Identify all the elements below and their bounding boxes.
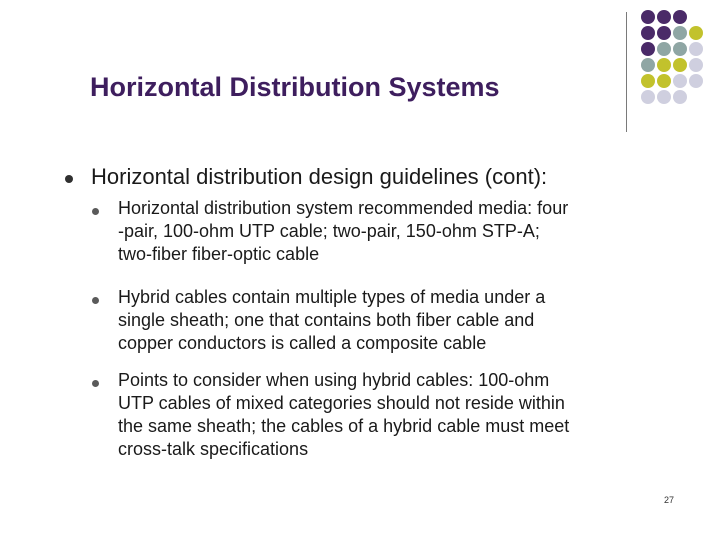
decorative-dot bbox=[673, 10, 687, 24]
sub-bullet-line: cross-talk specifications bbox=[118, 439, 309, 459]
decorative-dot bbox=[673, 26, 687, 40]
decorative-dot bbox=[641, 90, 655, 104]
sub-bullet-line: two-fiber fiber-optic cable bbox=[118, 244, 320, 264]
slide-title: Horizontal Distribution Systems bbox=[90, 72, 500, 102]
sub-bullet-line: the same sheath; the cables of a hybrid cable must meet bbox=[118, 416, 570, 436]
decorative-dot bbox=[673, 90, 687, 104]
decorative-dot bbox=[673, 42, 687, 56]
decorative-dot bbox=[657, 58, 671, 72]
decorative-dot bbox=[689, 42, 703, 56]
sub-bullet-2 bbox=[118, 286, 545, 355]
sub-bullet-marker bbox=[92, 380, 99, 387]
sub-bullet-line: -pair, 100-ohm UTP cable; two-pair, 150-ohm STP-A; bbox=[118, 221, 540, 241]
sub-bullet-line: UTP cables of mixed categories should not reside within bbox=[118, 393, 565, 413]
sub-bullet-line: Points to consider when using hybrid cables: 100-ohm bbox=[118, 370, 550, 390]
decorative-dot bbox=[657, 26, 671, 40]
sub-bullet-line: Hybrid cables contain multiple types of media under a bbox=[118, 287, 546, 307]
decorative-dot bbox=[657, 74, 671, 88]
decorative-dot bbox=[641, 26, 655, 40]
decorative-dot bbox=[673, 74, 687, 88]
sub-bullet-line: Horizontal distribution system recommended media: four bbox=[118, 198, 569, 218]
sub-bullet-marker bbox=[92, 297, 99, 304]
page-number: 27 bbox=[664, 495, 675, 505]
decorative-dot bbox=[641, 74, 655, 88]
main-bullet-text: Horizontal distribution design guidelines (cont): bbox=[91, 164, 548, 189]
decorative-dot bbox=[689, 74, 703, 88]
sub-bullet-3 bbox=[118, 369, 569, 461]
sub-bullet-1 bbox=[118, 197, 568, 266]
decorative-dot bbox=[657, 42, 671, 56]
decorative-dot bbox=[641, 42, 655, 56]
main-bullet-marker bbox=[65, 175, 73, 183]
decorative-dot bbox=[641, 58, 655, 72]
decorative-dot bbox=[657, 90, 671, 104]
decorative-dot bbox=[689, 58, 703, 72]
title-divider-line bbox=[626, 12, 627, 132]
sub-bullet-marker bbox=[92, 208, 99, 215]
decorative-dot bbox=[641, 10, 655, 24]
sub-bullet-line: copper conductors is called a composite cable bbox=[118, 333, 487, 353]
sub-bullet-line: single sheath; one that contains both fiber cable and bbox=[118, 310, 535, 330]
decorative-dot bbox=[673, 58, 687, 72]
decorative-dot bbox=[657, 10, 671, 24]
decorative-dot bbox=[689, 26, 703, 40]
